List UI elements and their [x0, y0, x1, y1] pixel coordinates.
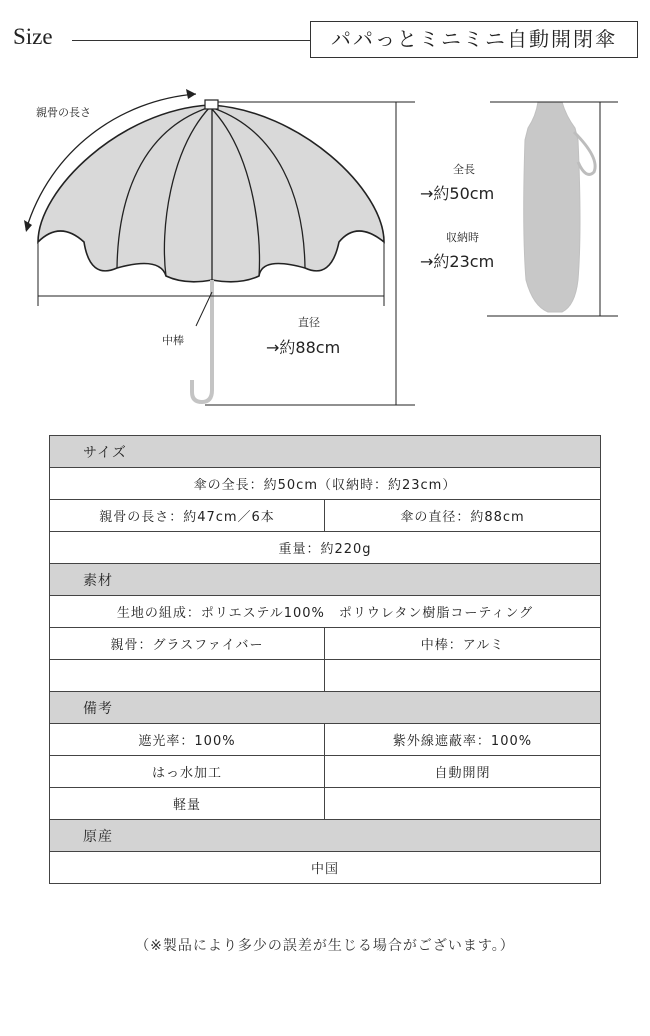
total-length-value: →約50cm	[420, 184, 495, 203]
folded-value: →約23cm	[420, 252, 495, 271]
rib-length-cell: 親骨の長さ：約47cm／6本	[50, 500, 325, 532]
total-length-title: 全長	[453, 163, 475, 176]
rib-material-cell: 親骨：グラスファイバー	[50, 628, 325, 660]
heading-rule	[72, 40, 310, 41]
uv-rate-cell: 紫外線遮蔽率：100%	[325, 724, 601, 756]
umbrella-handle	[192, 380, 212, 402]
origin-cell: 中国	[50, 852, 601, 884]
size-section-title: サイズ	[50, 436, 601, 468]
shaft-pointer	[196, 292, 212, 326]
table-row	[50, 852, 601, 884]
shaft-material-cell: 中棒：アルミ	[325, 628, 601, 660]
section-header	[50, 564, 601, 596]
water-repellent-cell: はっ水加工	[50, 756, 325, 788]
table-row	[50, 468, 601, 500]
size-heading: Size	[13, 24, 53, 49]
material-section-title: 素材	[50, 564, 601, 596]
folded-title: 収納時	[446, 231, 479, 244]
auto-open-close-cell: 自動開閉	[325, 756, 601, 788]
umbrella-length-cell: 傘の全長：約50cm（収納時：約23cm）	[50, 468, 601, 500]
table-row	[50, 724, 601, 756]
table-row	[50, 500, 601, 532]
umbrella-tip	[205, 100, 218, 109]
arrow-head-icon	[186, 89, 196, 99]
fabric-cell: 生地の組成：ポリエステル100% ポリウレタン樹脂コーティング	[50, 596, 601, 628]
diameter-title: 直径	[298, 316, 320, 329]
table-row	[50, 788, 601, 820]
rib-length-label: 親骨の長さ	[36, 106, 91, 119]
origin-section-title: 原産	[50, 820, 601, 852]
umbrella-canopy	[38, 105, 384, 282]
empty-cell	[325, 660, 601, 692]
table-row	[50, 596, 601, 628]
shaft-label: 中棒	[162, 334, 184, 347]
section-header	[50, 692, 601, 724]
table-row	[50, 756, 601, 788]
section-header	[50, 436, 601, 468]
diameter-cell: 傘の直径：約88cm	[325, 500, 601, 532]
umbrella-diagram	[0, 80, 650, 425]
lightweight-cell: 軽量	[50, 788, 325, 820]
spec-table	[49, 435, 601, 884]
notes-section-title: 備考	[50, 692, 601, 724]
table-row	[50, 532, 601, 564]
section-header	[50, 820, 601, 852]
shading-rate-cell: 遮光率：100%	[50, 724, 325, 756]
product-title: パパっとミニミニ自動開閉傘	[310, 21, 638, 58]
empty-cell	[50, 660, 325, 692]
weight-cell: 重量：約220g	[50, 532, 601, 564]
table-row	[50, 660, 601, 692]
diameter-value: →約88cm	[266, 338, 341, 357]
folded-umbrella	[524, 102, 580, 312]
empty-cell	[325, 788, 601, 820]
table-row	[50, 628, 601, 660]
footnote: （※製品により多少の誤差が生じる場合がございます。）	[135, 938, 515, 954]
